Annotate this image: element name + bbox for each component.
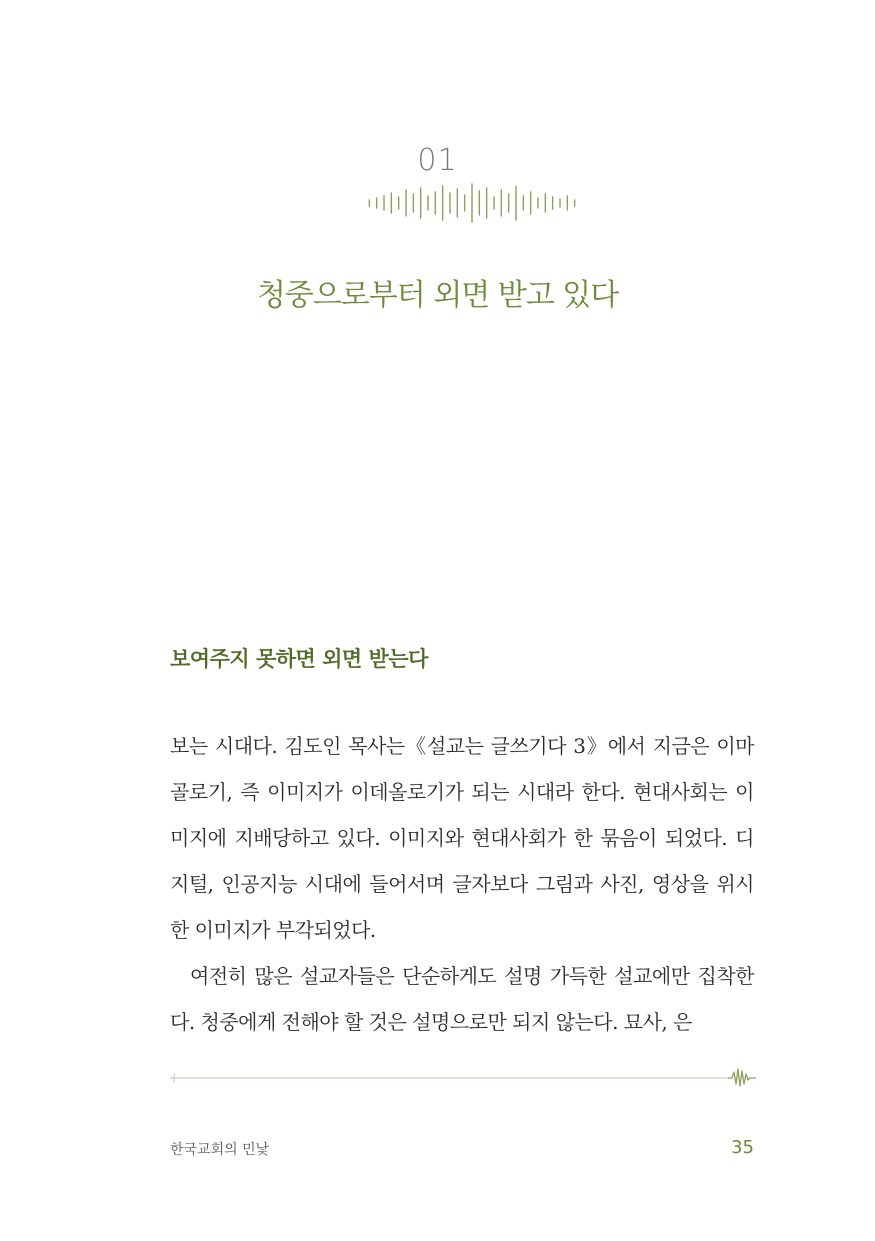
section-heading: 보여주지 못하면 외면 받는다 <box>170 647 428 671</box>
page-number: 35 <box>731 1137 754 1158</box>
body-paragraph: 여전히 많은 설교자들은 단순하게도 설명 가득한 설교에만 집착한다. 청중에게 전해야 할 것은 설명으로만 되지 않는다. 묘사, 은 <box>170 964 754 1034</box>
wave-end-icon <box>728 1069 756 1086</box>
waveform-ornament <box>362 182 582 224</box>
chapter-title: 청중으로부터 외면 받고 있다 <box>256 278 619 313</box>
footer-book-title: 한국교회의 민낯 <box>170 1142 270 1158</box>
chapter-number: 01 <box>417 143 458 178</box>
footer-rule <box>168 1064 758 1092</box>
body-paragraph: 보는 시대다. 김도인 목사는《설교는 글쓰기다 3》에서 지금은 이마골로기, 즉 이미지가 이데올로기가 되는 시대라 한다. 현대사회는 이미지에 지배당하고 있다. 이미지와 현대사회가 한 묶음이 되었다. 디지털, 인공지능 시대에 들어서며 글자보다 그림과 사진, 영상을 위시한 이미지가 부각되었다. <box>170 734 754 942</box>
body-text <box>170 723 754 1045</box>
